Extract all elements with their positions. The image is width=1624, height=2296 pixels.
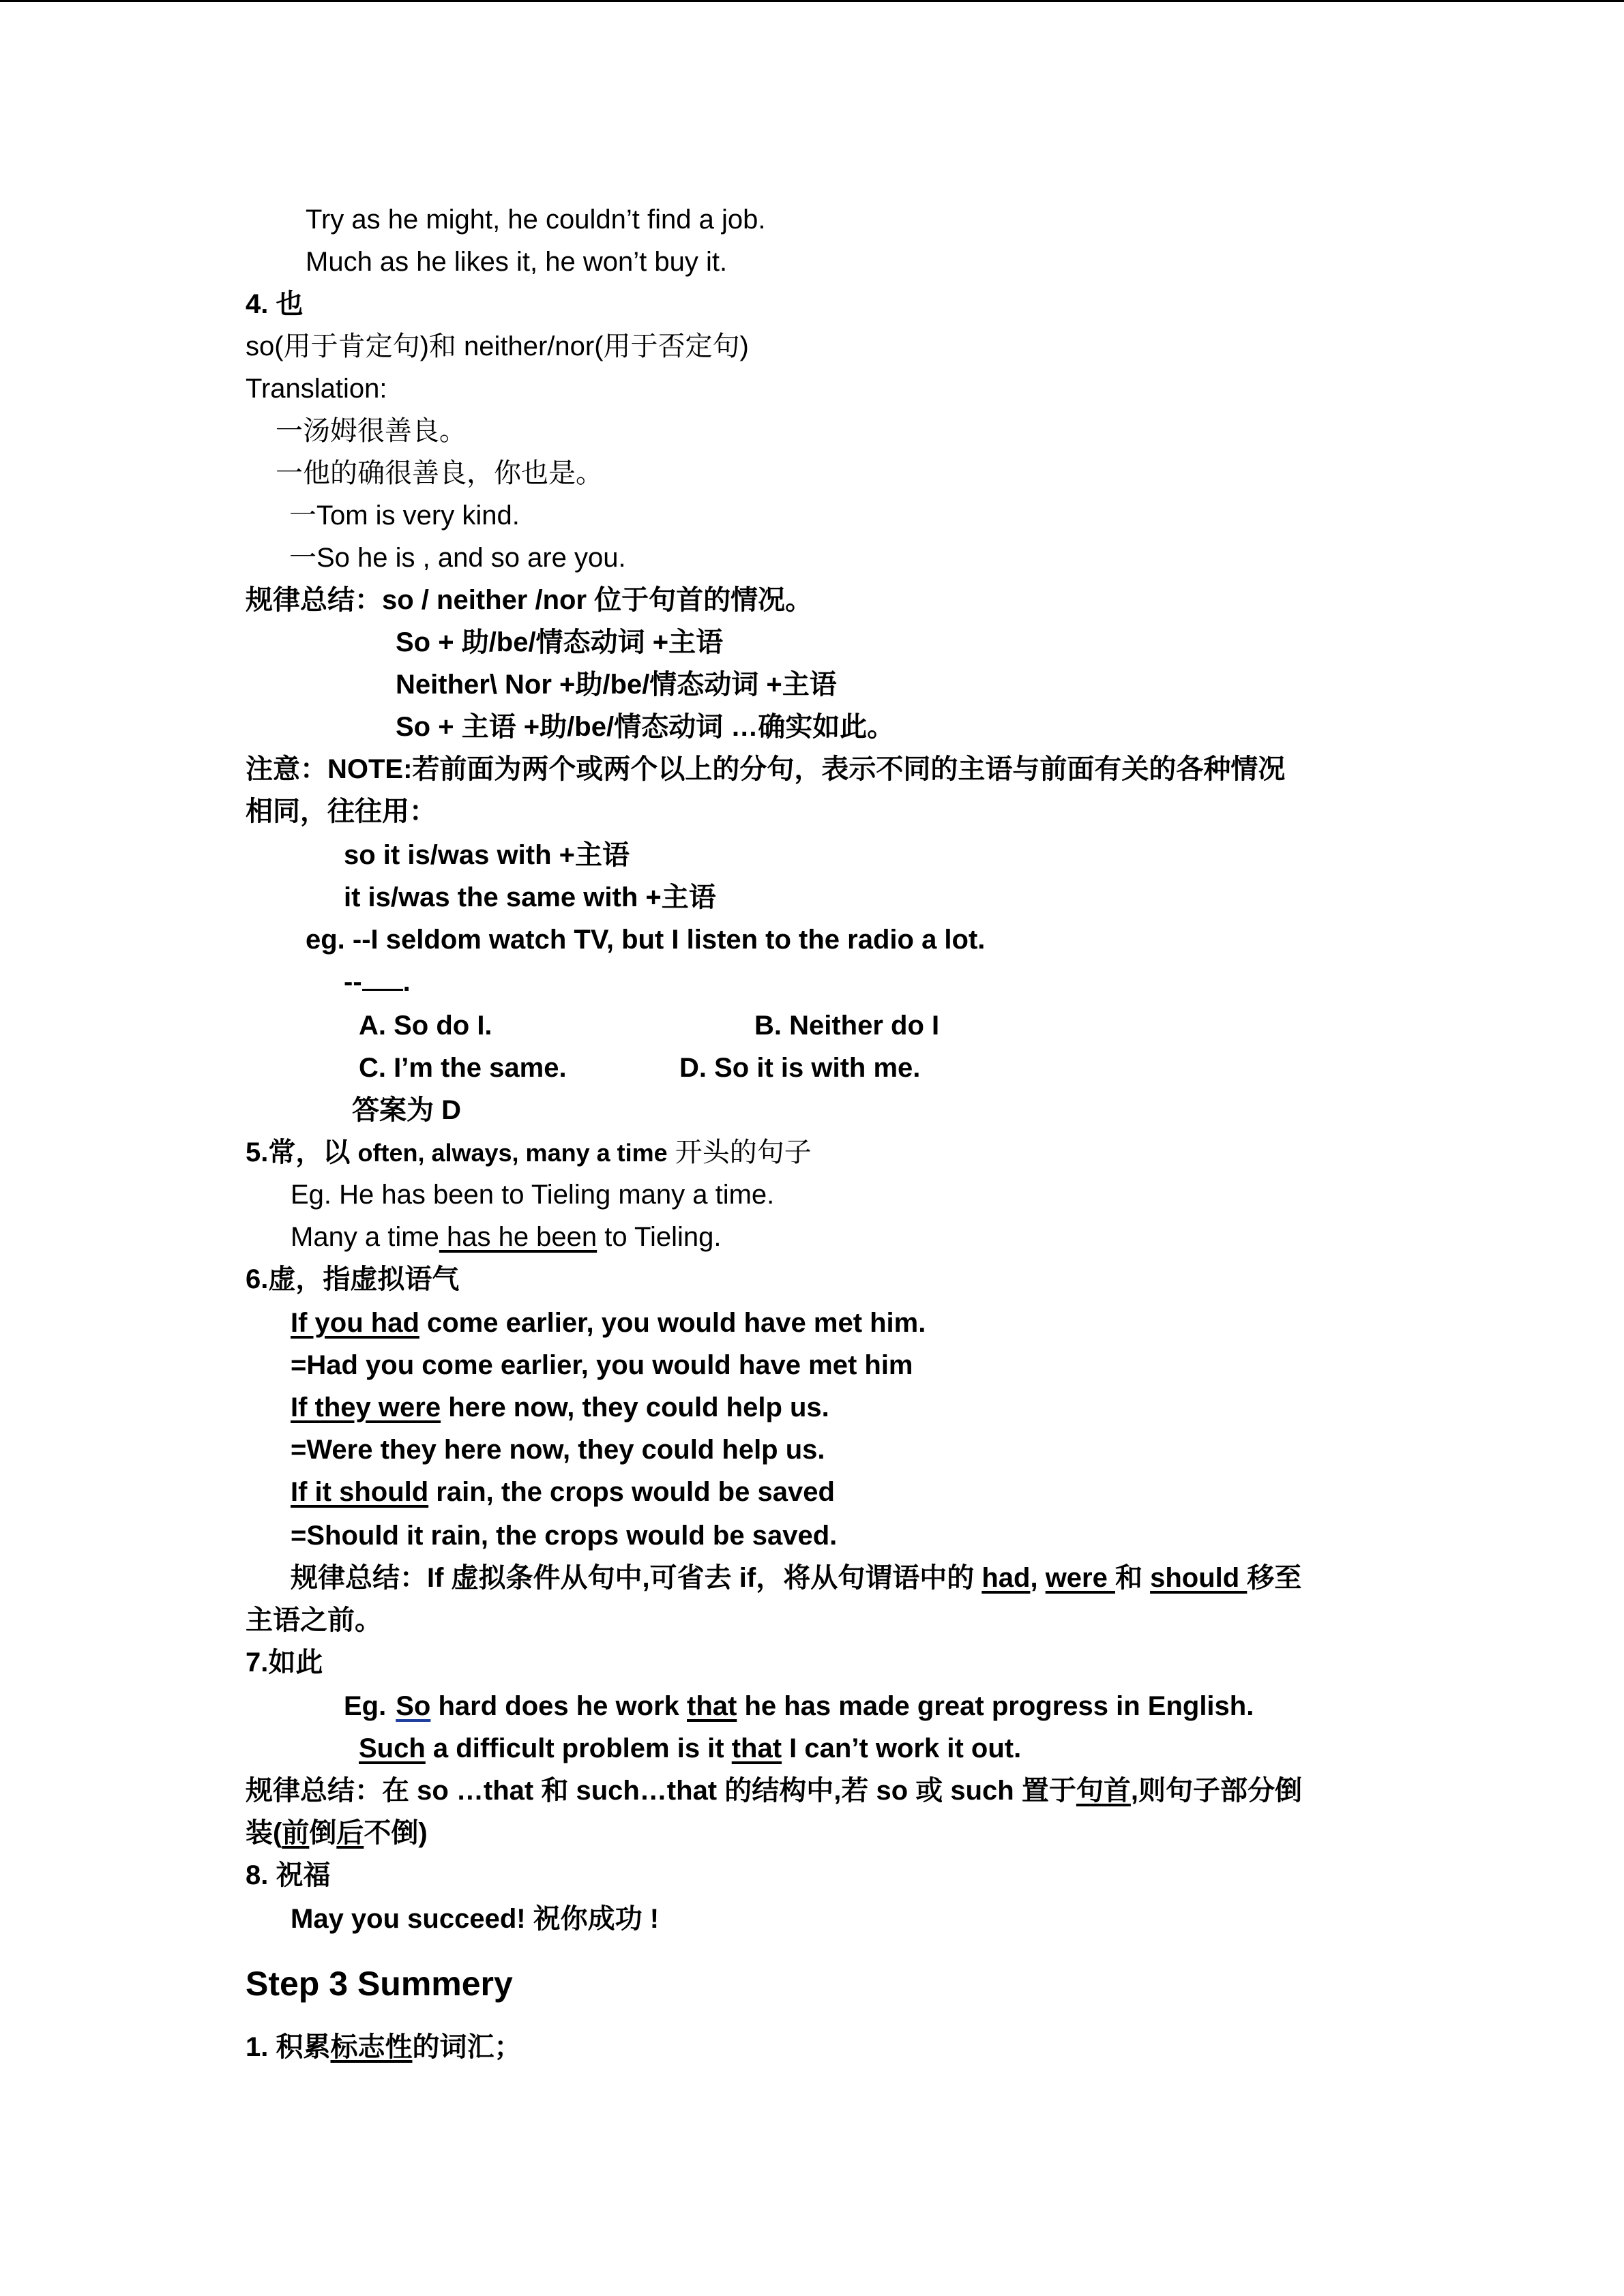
text-part: ,则句子部分倒	[1130, 1776, 1302, 1806]
exercise-blank-line	[344, 963, 411, 1001]
underlined-part: Such	[359, 1733, 426, 1763]
rule-text: so(用于肯定句)和 neither/nor(用于否定句)	[246, 331, 749, 361]
example-line	[291, 1473, 835, 1511]
exercise-question: eg. --I seldom watch TV, but I listen to the radio a lot.	[306, 925, 986, 955]
dash-text: --	[344, 967, 362, 997]
answer-text: 答案为 D	[352, 1095, 461, 1125]
text-part: 1. 积累	[246, 2032, 331, 2062]
underlined-part: 句首	[1076, 1776, 1131, 1806]
underlined-part: If it should	[291, 1477, 429, 1507]
note-text: 注意：NOTE:若前面为两个或两个以上的分句，表示不同的主语与前面有关的各种情况	[246, 754, 1286, 784]
option-c: C. I’m the same.	[359, 1053, 567, 1083]
text-part: 和	[1114, 1563, 1151, 1593]
text-part: 装(	[246, 1818, 282, 1848]
underlined-part: 标志性	[330, 2032, 413, 2062]
answer-blank	[362, 968, 403, 991]
example-line: Much as he likes it, he won’t buy it.	[306, 247, 728, 277]
text-part: I can’t work it out.	[782, 1733, 1022, 1763]
translation-line: 一So he is , and so are you.	[289, 543, 626, 573]
text-part: 不倒)	[364, 1818, 428, 1848]
rule-summary	[291, 1559, 1301, 1597]
translation-line: 一汤姆很善良。	[276, 416, 467, 446]
section-5-lead: 5.常，以	[246, 1137, 358, 1167]
note-text: 相同，往往用：	[246, 796, 437, 826]
underlined-part: 前	[282, 1818, 310, 1848]
text-part: 规律总结：If 虚拟条件从句中,可省去 if，将从句谓语中的	[291, 1563, 982, 1593]
underlined-part: So	[396, 1691, 431, 1721]
note-pattern: so it is/was with +主语	[344, 840, 630, 870]
rule-summary-cont	[246, 1814, 428, 1852]
section-4-title: 4. 也	[246, 289, 304, 319]
underlined-part: If they were	[291, 1392, 441, 1422]
example-line: Eg. He has been to Tieling many a time.	[291, 1180, 775, 1210]
example-line	[359, 1729, 1021, 1768]
underlined-part: had	[981, 1563, 1031, 1593]
underlined-part: should	[1150, 1563, 1247, 1593]
example-line	[291, 1218, 722, 1256]
option-a: A. So do I.	[359, 1011, 492, 1041]
rule-pattern: So + 主语 +助/be/情态动词 …确实如此。	[396, 712, 895, 742]
text-part: ,	[1030, 1563, 1046, 1593]
rule-pattern: Neither\ Nor +助/be/情态动词 +主语	[396, 670, 837, 700]
underlined-part: that	[731, 1733, 782, 1763]
text-part: here now, they could help us.	[441, 1392, 829, 1422]
example-line: =Should it rain, the crops would be saved.	[291, 1521, 838, 1551]
period-text: .	[402, 967, 411, 997]
text-part: a difficult problem is it	[425, 1733, 732, 1763]
underlined-part: were	[1045, 1563, 1115, 1593]
translation-line: 一Tom is very kind.	[289, 501, 520, 531]
section-5-keywords: often, always, many a time	[357, 1139, 668, 1167]
text-part: Eg.	[344, 1691, 387, 1721]
text-part: Many a time	[291, 1222, 439, 1252]
underlined-part: If you had	[291, 1308, 419, 1338]
text-part: 倒	[309, 1818, 337, 1848]
text-part: to Tieling.	[597, 1222, 722, 1252]
text-part: 移至	[1247, 1563, 1302, 1593]
underlined-part: has he been	[439, 1222, 597, 1252]
underlined-part: 后	[336, 1818, 364, 1848]
text-part: hard does he work	[430, 1691, 688, 1721]
translation-label: Translation:	[246, 374, 387, 404]
section-8-title: 8. 祝福	[246, 1860, 331, 1890]
example-line: May you succeed! 祝你成功 !	[291, 1904, 660, 1934]
example-line	[344, 1687, 1254, 1725]
example-line	[291, 1388, 829, 1427]
text-part: 的词汇；	[412, 2032, 522, 2062]
summary-item-1	[246, 2028, 521, 2066]
rule-summary-cont: 主语之前。	[246, 1605, 382, 1635]
rule-summary: 规律总结：so / neither /nor 位于句首的情况。	[246, 585, 813, 615]
text-part: come earlier, you would have met him.	[419, 1308, 926, 1338]
text-part: he has made great progress in English.	[737, 1691, 1254, 1721]
option-b: B. Neither do I	[754, 1011, 940, 1041]
step-3-heading: Step 3 Summery	[246, 1965, 513, 2003]
note-pattern: it is/was the same with +主语	[344, 882, 716, 912]
section-5-title	[246, 1133, 812, 1172]
text-part: 规律总结：在 so …that 和 such…that 的结构中,若 so 或 such 置于	[246, 1776, 1076, 1806]
text-part: rain, the crops would be saved	[428, 1477, 835, 1507]
rule-summary	[246, 1772, 1302, 1810]
rule-pattern: So + 助/be/情态动词 +主语	[396, 627, 724, 657]
example-line	[291, 1304, 926, 1342]
example-line: Try as he might, he couldn’t find a job.	[306, 205, 766, 235]
section-6-title: 6.虚，指虚拟语气	[246, 1264, 460, 1294]
section-5-tail: 开头的句子	[667, 1137, 812, 1167]
translation-line: 一他的确很善良，你也是。	[276, 458, 603, 488]
example-line: =Were they here now, they could help us.	[291, 1435, 825, 1465]
option-d: D. So it is with me.	[679, 1053, 921, 1083]
example-line: =Had you come earlier, you would have met him	[291, 1350, 913, 1380]
underlined-part: that	[687, 1691, 737, 1721]
section-7-title: 7.如此	[246, 1648, 323, 1678]
